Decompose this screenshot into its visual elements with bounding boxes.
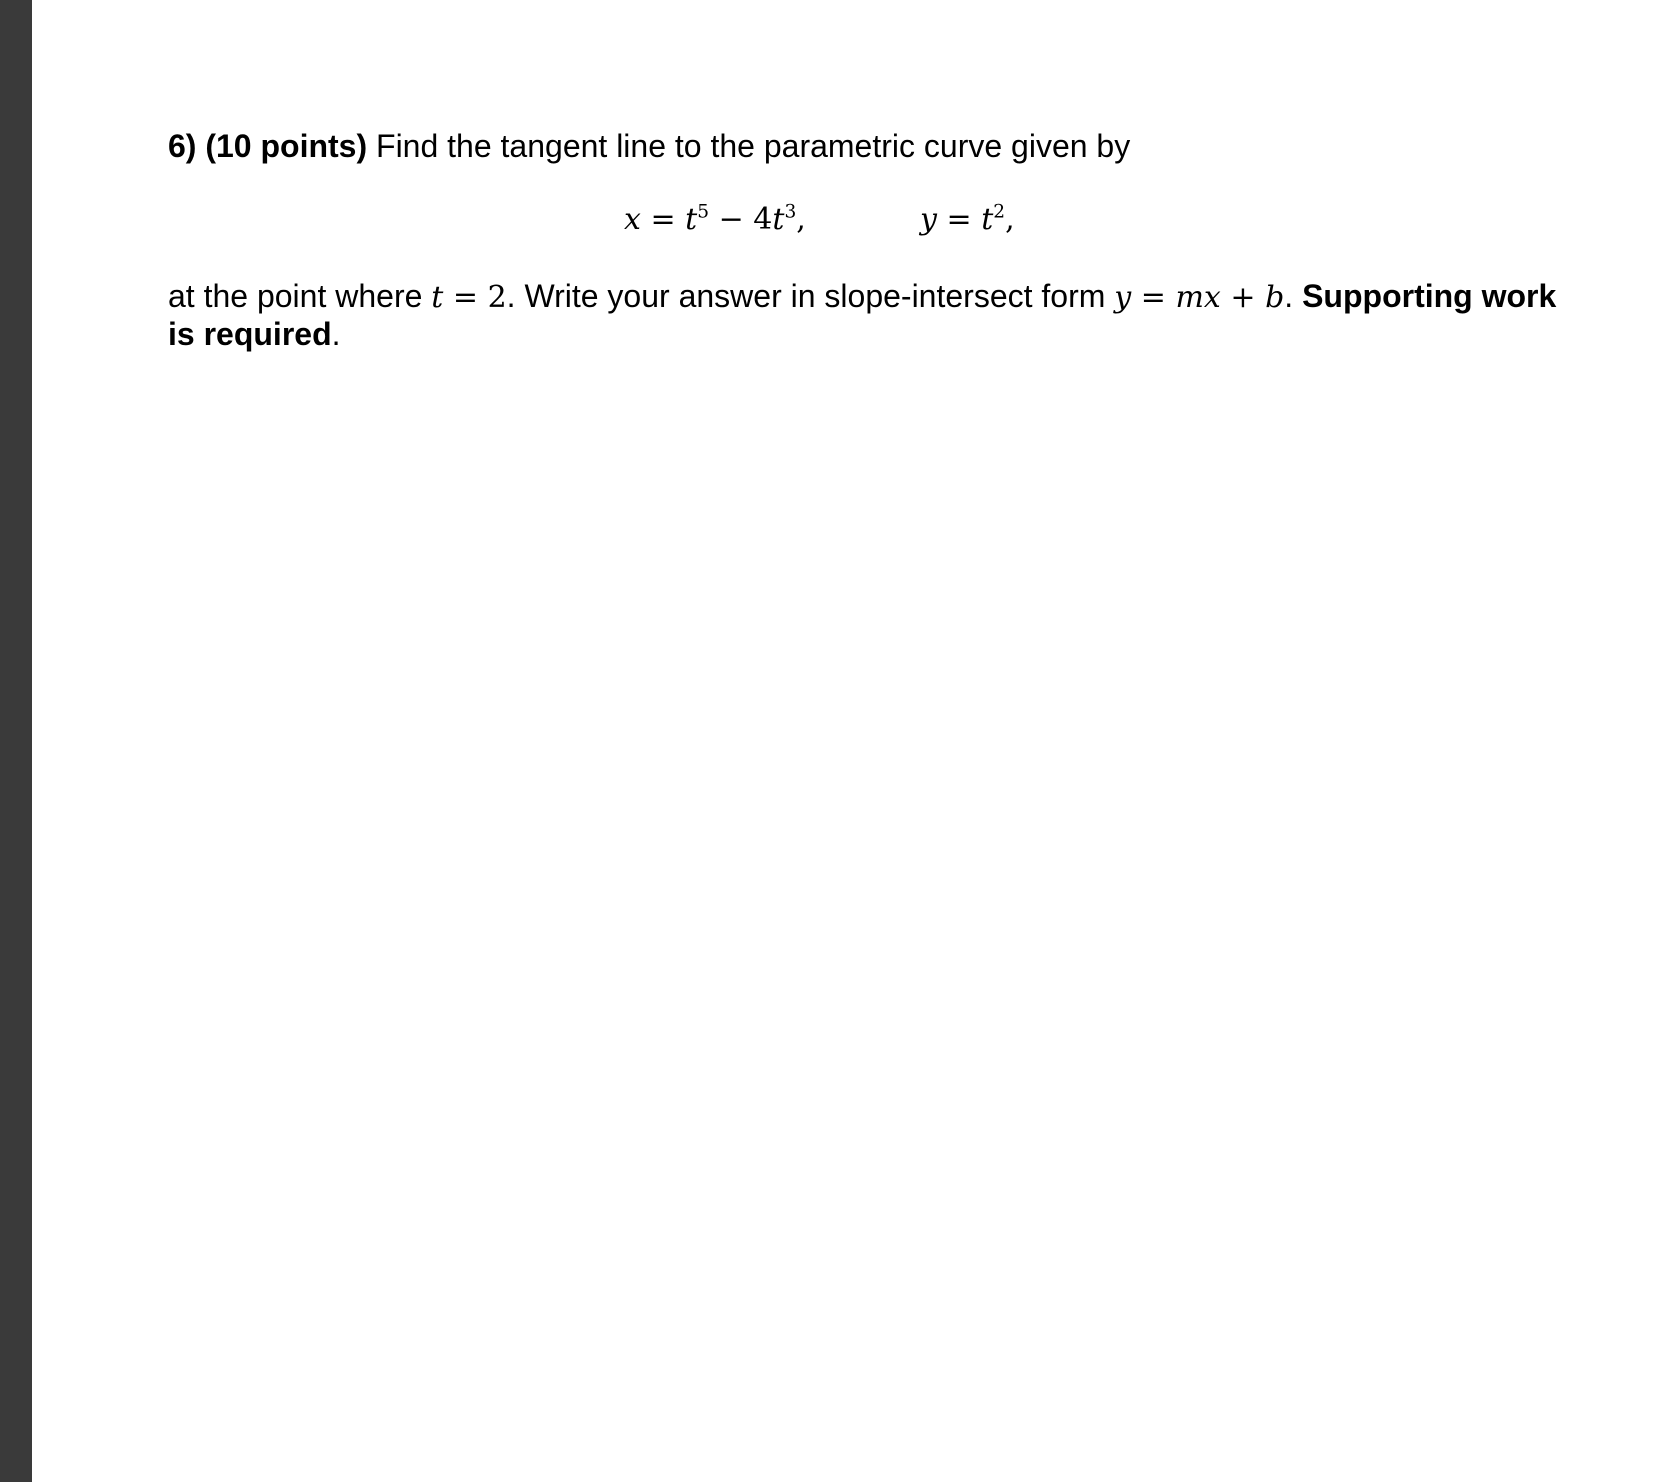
question-points: (10 points) xyxy=(205,128,368,164)
is-required-bold: is required xyxy=(168,315,332,352)
document-page xyxy=(32,0,1679,1482)
question-intro: Find the tangent line to the parametric curve given by xyxy=(376,128,1131,164)
equation-y: $y = t^2$, xyxy=(920,201,1015,237)
equation-x: $x = t^5 - 4t^3$, xyxy=(624,201,806,237)
condition-t: t = 2 xyxy=(431,280,507,315)
instruction-text-2: . Write your answer in slope-intersect form xyxy=(506,278,1106,314)
period-2: . xyxy=(331,315,341,352)
question-number: 6) xyxy=(168,128,197,164)
period-1: . xyxy=(1284,278,1294,314)
instruction-text-1: at the point where xyxy=(168,278,423,314)
question-6 xyxy=(168,128,1568,352)
parametric-equations xyxy=(168,202,1568,242)
question-instructions xyxy=(168,278,1568,354)
supporting-work-bold: Supporting work xyxy=(1302,278,1557,314)
question-heading-line xyxy=(168,128,1568,166)
slope-intercept-form: y = mx + b xyxy=(1114,280,1285,315)
viewer-side-bar xyxy=(0,0,32,1482)
